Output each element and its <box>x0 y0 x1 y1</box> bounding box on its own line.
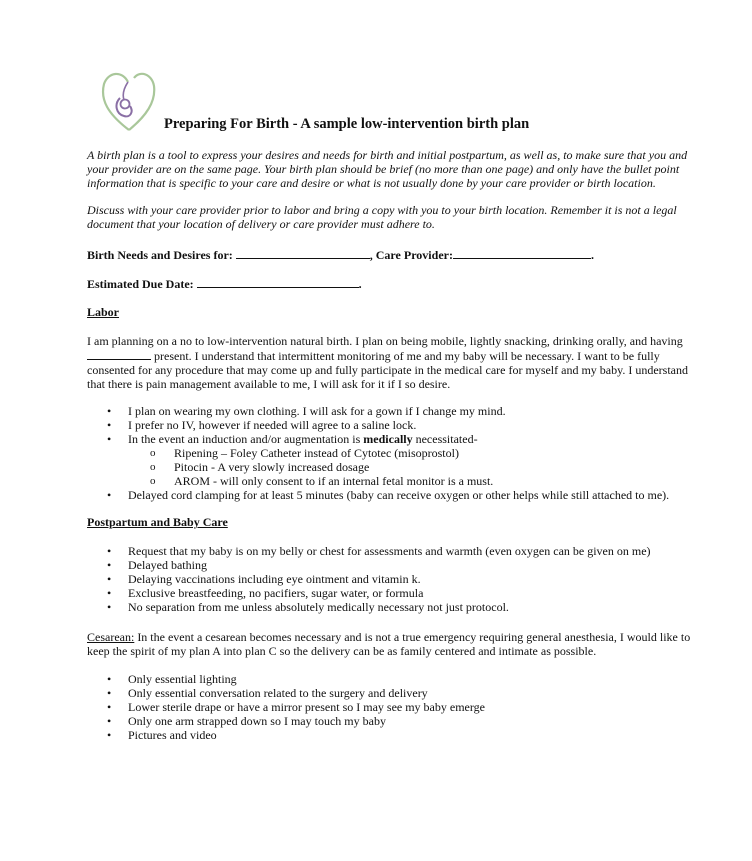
list-item: o AROM - will only consent to if an internal fetal monitor is a must. <box>150 474 494 488</box>
due-date-row <box>87 276 362 292</box>
care-provider-blank[interactable] <box>453 247 591 259</box>
bullet-icon: • <box>107 418 112 432</box>
list-item: • Only one arm strapped down so I may touch my baby <box>107 714 386 728</box>
induction-sub-list <box>0 446 700 488</box>
list-item: • In the event an induction and/or augmentation is medically necessitated- <box>107 432 478 446</box>
birth-needs-row <box>87 247 594 263</box>
cesarean-text: In the event a cesarean becomes necessary and is not a true emergency requiring general anesthesia, I would like to keep the spirit of my plan A into plan C so the delivery can be as family centered and intimate as possible. <box>87 630 691 658</box>
bullet-icon: • <box>107 558 112 572</box>
labor-paragraph-rest: present. I understand that intermittent monitoring of me and my baby will be necessary. I want to be fully consented for any procedure that may come up and fully participate in the medical care for myself and my baby. I understand that there is pain management available to me, I will ask for it if I so desire. <box>87 349 688 391</box>
list-item: • Pictures and video <box>107 728 217 742</box>
cesarean-label: Cesarean: <box>87 630 135 644</box>
heart-baby-logo-icon <box>98 68 160 134</box>
bullet-icon: • <box>107 488 112 502</box>
list-item: • Exclusive breastfeeding, no pacifiers, sugar water, or formula <box>107 586 424 600</box>
circle-bullet-icon: o <box>150 475 156 487</box>
intro-paragraph-2: Discuss with your care provider prior to labor and bring a copy with you to your birth location. Remember it is not a legal document that your location of delivery or care provider must adhere to. <box>87 203 677 231</box>
sub-list-container <box>0 446 700 488</box>
list-item: • I plan on wearing my own clothing. I will ask for a gown if I change my mind. <box>107 404 506 418</box>
list-item: o Ripening – Foley Catheter instead of Cytotec (misoprostol) <box>150 446 459 460</box>
end-period: . <box>590 248 594 262</box>
intro-paragraph-1: A birth plan is a tool to express your desires and needs for birth and initial postpartum, as well as, to make sure that you and your provider are on the same page. Your birth plan should be brief (no more than one page) and only have the bullet point information that is specific to your care and desire or what is not usually done by your care provider or birth location. <box>87 148 688 190</box>
list-item: • Only essential conversation related to the surgery and delivery <box>107 686 428 700</box>
list-item: • Delaying vaccinations including eye ointment and vitamin k. <box>107 572 421 586</box>
cesarean-paragraph <box>87 630 693 658</box>
bullet-icon: • <box>107 686 112 700</box>
cesarean-bullet-list <box>0 672 700 742</box>
birth-needs-label: Birth Needs and Desires for: <box>87 248 233 262</box>
list-item: • Only essential lighting <box>107 672 237 686</box>
bullet-icon: • <box>107 672 112 686</box>
labor-bullet-list <box>0 404 700 502</box>
bullet-icon: • <box>107 600 112 614</box>
circle-bullet-icon: o <box>150 461 156 473</box>
bullet-icon: • <box>107 714 112 728</box>
list-item: • Delayed bathing <box>107 558 207 572</box>
list-item: • Lower sterile drape or have a mirror present so I may see my baby emerge <box>107 700 485 714</box>
bullet-icon: • <box>107 572 112 586</box>
bullet-icon: • <box>107 404 112 418</box>
due-date-label: Estimated Due Date: <box>87 277 194 291</box>
bullet-icon: • <box>107 586 112 600</box>
postpartum-heading: Postpartum and Baby Care <box>87 515 228 529</box>
labor-paragraph-start: I am planning on a no to low-intervention natural birth. I plan on being mobile, lightly snacking, drinking orally, and having <box>87 334 683 348</box>
bullet-icon: • <box>107 432 112 446</box>
list-item: • I prefer no IV, however if needed will agree to a saline lock. <box>107 418 417 432</box>
bullet-icon: • <box>107 700 112 714</box>
labor-paragraph <box>87 334 693 391</box>
list-item: • Request that my baby is on my belly or chest for assessments and warmth (even oxygen can be given on me) <box>107 544 651 558</box>
circle-bullet-icon: o <box>150 447 156 459</box>
postpartum-bullet-list <box>0 544 700 614</box>
document-title: Preparing For Birth - A sample low-intervention birth plan <box>164 116 530 132</box>
attendee-blank[interactable] <box>87 348 151 360</box>
bullet-icon: • <box>107 728 112 742</box>
bullet-icon: • <box>107 544 112 558</box>
list-item: • Delayed cord clamping for at least 5 minutes (baby can receive oxygen or other helps while still attached to me). <box>107 488 670 502</box>
list-item: • No separation from me unless absolutely medically necessary not just protocol. <box>107 600 509 614</box>
birth-needs-blank[interactable] <box>236 247 370 259</box>
labor-heading: Labor <box>87 305 120 319</box>
end-period: . <box>358 277 362 291</box>
due-date-blank[interactable] <box>197 276 359 288</box>
list-item: o Pitocin - A very slowly increased dosage <box>150 460 370 474</box>
care-provider-label: , Care Provider: <box>369 248 453 262</box>
